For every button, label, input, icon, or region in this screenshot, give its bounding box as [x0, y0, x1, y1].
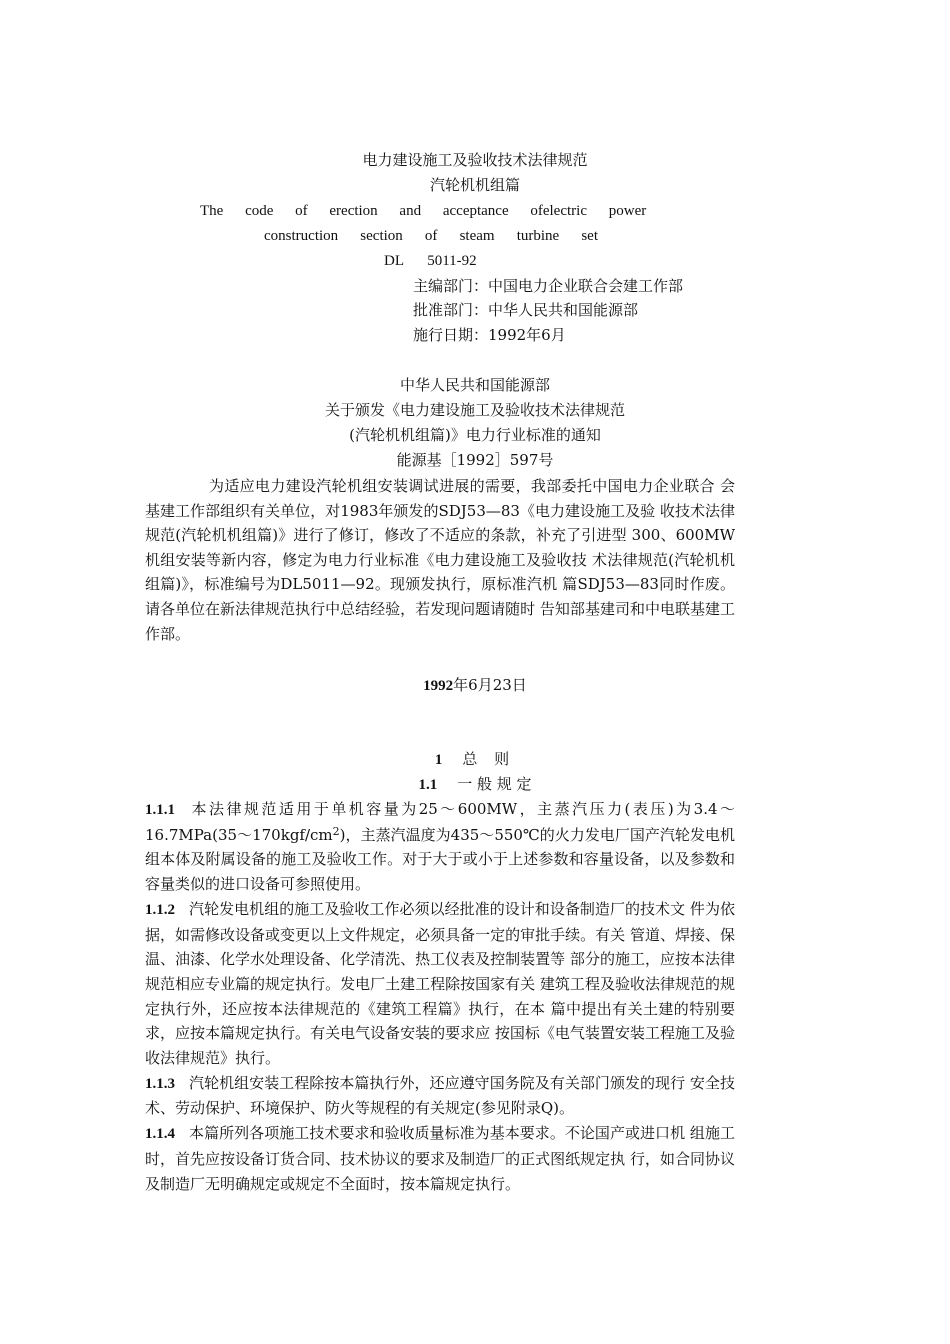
clause-1-1-4 [145, 1121, 735, 1196]
notice-title-line-2: (汽轮机机组篇)》电力行业标准的通知 [349, 426, 601, 444]
notice-date-rest: 年6月23日 [453, 676, 527, 694]
clause-text: 汽轮发电机组的施工及验收工作必须以经批准的设计和设备制造厂的技术文 件为依据，如需修改设备或变更以上文件规定，必须具备一定的审批手续。有关 管道、焊接、保温、油漆、化学水处理设备、化学清洗、热工仪表及控制装置等 部分的施工，应按本法律规范相应专业篇的规定执行。发电厂土建工程除按国家有关 建筑工程及验收法律规范的规定执行外，还应按本法律规范的《建筑工程篇》执行，在本 篇中提出有关土建的特别要求，应按本篇规定执行。有关电气设备安装的要求应 按国标《电气装置安装工程施工及验收法律规范》执行。 [145, 899, 735, 1068]
clause-text: 汽轮机组安装工程除按本篇执行外，还应遵守国务院及有关部门颁发的现行 安全技术、劳动保护、环境保护、防火等规程的有关规定(参见附录Q)。 [145, 1073, 735, 1118]
approval-department: 批准部门：中华人民共和国能源部 [413, 301, 639, 319]
english-title-line-1: The code of erection and acceptance ofelectric power [200, 203, 647, 219]
effective-date: 施行日期：1992年6月 [413, 326, 566, 344]
editor-department: 主编部门：中国电力企业联合会建工作部 [413, 277, 684, 295]
clause-number: 1.1.3 [145, 1075, 175, 1092]
clause-text: 本篇所列各项施工技术要求和验收质量标准为基本要求。不论国产或进口机 组施工时，首先应按设备订货合同、技术协议的要求及制造厂的正式图纸规定执 行，如合同协议及制造厂无明确规定或规定不全面时，按本篇规定执行。 [145, 1124, 735, 1193]
clause-text-part-b: )，主蒸汽温度为435～550℃的火力发电厂国产汽轮发电机组本体及附属设备的施工及验收工作。对于大于或小于上述参数和容量设备，以及参数和容量类似的进口设备可参照使用。 [145, 825, 735, 894]
section-title: 一 般 规 定 [457, 775, 532, 793]
notice-issuer: 中华人民共和国能源部 [399, 376, 550, 394]
chapter-heading [0, 747, 950, 772]
notice-date [0, 673, 950, 698]
section-heading [0, 772, 950, 797]
notice-body [145, 474, 735, 646]
notice-date-year: 1992 [423, 678, 454, 694]
standard-code: DL 5011-92 [384, 253, 477, 269]
clause-1-1-3 [145, 1071, 735, 1121]
document-title: 电力建设施工及验收技术法律规范 [362, 151, 588, 169]
clauses-section [145, 797, 735, 1196]
clause-superscript: 2 [332, 824, 340, 838]
clause-number: 1.1.1 [145, 802, 175, 818]
chapter-number: 1 [434, 752, 443, 768]
clause-1-1-1 [145, 797, 735, 897]
notice-doc-number: 能源基［1992］597号 [396, 451, 554, 469]
clause-text-part-a: 本法律规范适用于单机容量为25～600MW，主蒸汽压力(表压)为3.4～16.7MPa(35～170kgf/cm [145, 800, 735, 844]
clause-number: 1.1.4 [145, 1126, 175, 1143]
chapter-title: 总 则 [462, 750, 516, 768]
english-title-line-2: construction section of steam turbine set [264, 228, 598, 244]
notice-paragraph: 为适应电力建设汽轮机组安装调试进展的需要，我部委托中国电力企业联合 会基建工作部组织有关单位，对1983年颁发的SDJ53—83《电力建设施工及验 收技术法律规范(汽轮机机组篇)》进行了修订，修改了不适应的条款，补充了引进型 300、600MW机组安装等新内容，修定为电力行业标准《电力建设施工及验收技 术法律规范(汽轮机机组篇)》，标准编号为DL5011—92。现颁发执行，原标准汽机 篇SDJ53—83同时作废。请各单位在新法律规范执行中总结经验，若发现问题请随时 告知部基建司和中电联基建工作部。 [145, 477, 735, 643]
clause-number: 1.1.2 [145, 901, 175, 918]
clause-1-1-2 [145, 897, 735, 1071]
document-subtitle: 汽轮机机组篇 [429, 176, 520, 194]
section-number: 1.1 [418, 777, 438, 793]
notice-title-line-1: 关于颁发《电力建设施工及验收技术法律规范 [324, 401, 625, 419]
